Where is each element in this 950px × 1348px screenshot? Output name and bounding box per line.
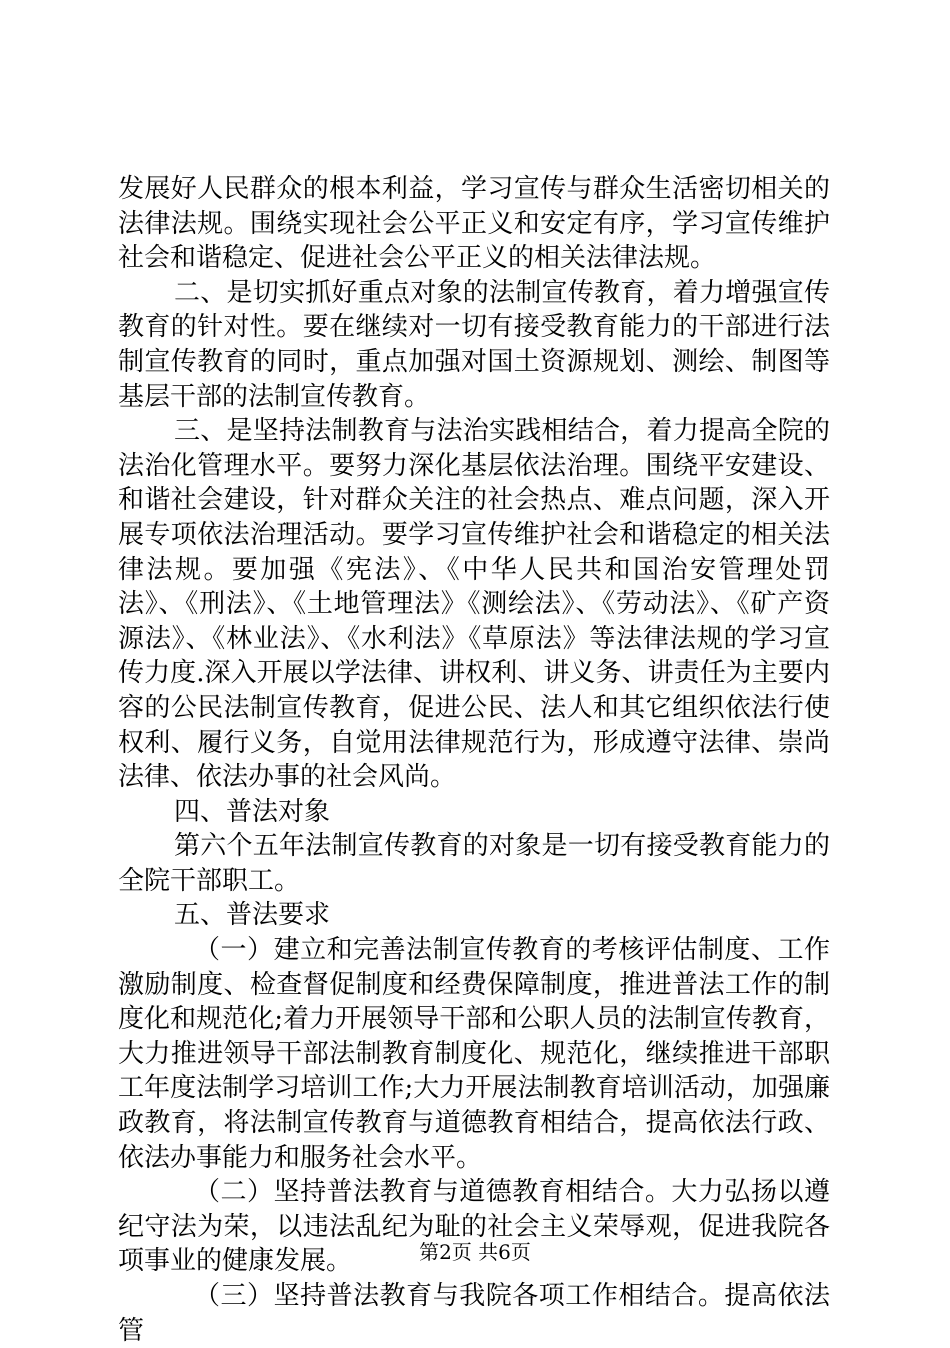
page-number-footer: 第2页 共6页	[419, 1240, 531, 1264]
document-body	[118, 172, 830, 1348]
section-heading-requirements: 五、普法要求	[174, 900, 331, 931]
paragraph-continuation: 发展好人民群众的根本利益，学习宣传与群众生活密切相关的法律法规。围绕实现社会公平正义和安定有序，学习宣传维护社会和谐稳定、促进社会公平正义的相关法律法规。	[118, 174, 830, 274]
paragraph-item-two: 二、是切实抓好重点对象的法制宣传教育，着力增强宣传教育的针对性。要在继续对一切有接受教育能力的干部进行法制宣传教育的同时，重点加强对国土资源规划、测绘、制图等基层干部的法制宣传教育。	[118, 277, 830, 412]
paragraph-item-three: 三、是坚持法制教育与法治实践相结合，着力提高全院的法治化管理水平。要努力深化基层依法治理。围绕平安建设、和谐社会建设，针对群众关注的社会热点、难点问题，深入开展专项依法治理活动。要学习宣传维护社会和谐稳定的相关法律法规。要加强《宪法》、《中华人民共和国治安管理处罚法》、《刑法》、《土地管理法》《测绘法》、《劳动法》、《矿产资源法》、《林业法》、《水利法》《草原法》等法律法规的学习宣传力度.深入开展以学法律、讲权利、讲义务、讲责任为主要内容的公民法制宣传教育，促进公民、法人和其它组织依法行使权利、履行义务，自觉用法律规范行为，形成遵守法律、崇尚法律、依法办事的社会风尚。	[118, 416, 830, 793]
paragraph-audience: 第六个五年法制宣传教育的对象是一切有接受教育能力的全院干部职工。	[118, 831, 830, 896]
section-heading-audience: 四、普法对象	[174, 796, 331, 827]
paragraph-requirement-one: （一）建立和完善法制宣传教育的考核评估制度、工作激励制度、检查督促制度和经费保障制度，推进普法工作的制度化和规范化;着力开展领导干部和公职人员的法制宣传教育，大力推进领导干部法制教育制度化、规范化，继续推进干部职工年度法制学习培训工作;大力开展法制教育培训活动，加强廉政教育，将法制宣传教育与道德教育相结合，提高依法行政、依法办事能力和服务社会水平。	[118, 935, 830, 1173]
paragraph-requirement-three: （三）坚持普法教育与我院各项工作相结合。提高依法管	[118, 1281, 830, 1346]
paragraph-requirement-two: （二）坚持普法教育与道德教育相结合。大力弘扬以遵纪守法为荣，以违法乱纪为耻的社会主义荣辱观，促进我院各项事业的健康发展。	[118, 1177, 830, 1277]
